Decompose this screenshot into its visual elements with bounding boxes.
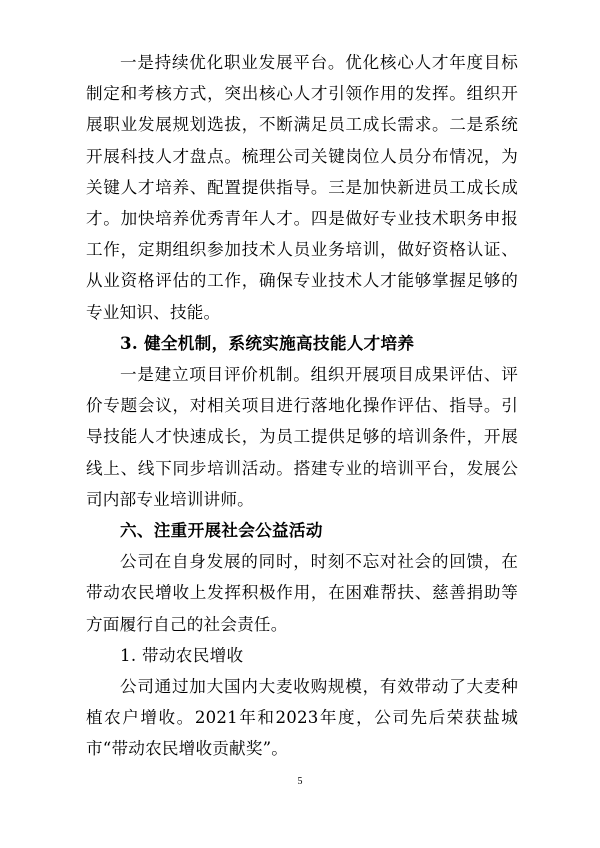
paragraph-barley-purchase: 公司通过加大国内大麦收购规模，有效带动了大麦种植农户增收。2021年和2023年度，公司先后荣获盐城市“带动农民增收贡献奖”。: [86, 677, 518, 759]
paragraph-talent-platform: 一是持续优化职业发展平台。优化核心人才年度目标制定和考核方式，突出核心人才引领作用的发挥。组织开展职业发展规划选拔，不断满足员工成长需求。二是系统开展科技人才盘点。梳理公司关键岗位人员分布情况，为关键人才培养、配置提供指导。三是加快新进员工成长成才。加快培养优秀青年人才。四是做好专业技术职务申报工作，定期组织参加技术人员业务培训，做好资格认证、从业资格评估的工作，确保专业技术人才能够掌握足够的专业知识、技能。: [86, 53, 518, 322]
paragraph-project-evaluation: 一是建立项目评价机制。组织开展项目成果评估、评价专题会议，对相关项目进行落地化操作评估、指导。引导技能人才快速成长，为员工提供足够的培训条件，开展线上、线下同步培训活动。搭建专业的培训平台，发展公司内部专业培训讲师。: [86, 365, 518, 509]
document-body: [86, 47, 518, 765]
page-number: 5: [297, 776, 303, 787]
section-heading-public-welfare: 六、注重开展社会公益活动: [120, 520, 323, 541]
subheading-farmer-income: 1. 带动农民增收: [120, 645, 244, 665]
paragraph-social-responsibility: 公司在自身发展的同时，时刻不忘对社会的回馈，在带动农民增收上发挥积极作用，在困难帮扶、慈善捐助等方面履行自己的社会责任。: [86, 552, 518, 634]
subheading-high-skill-talent: 3. 健全机制，系统实施高技能人才培养: [120, 332, 415, 353]
